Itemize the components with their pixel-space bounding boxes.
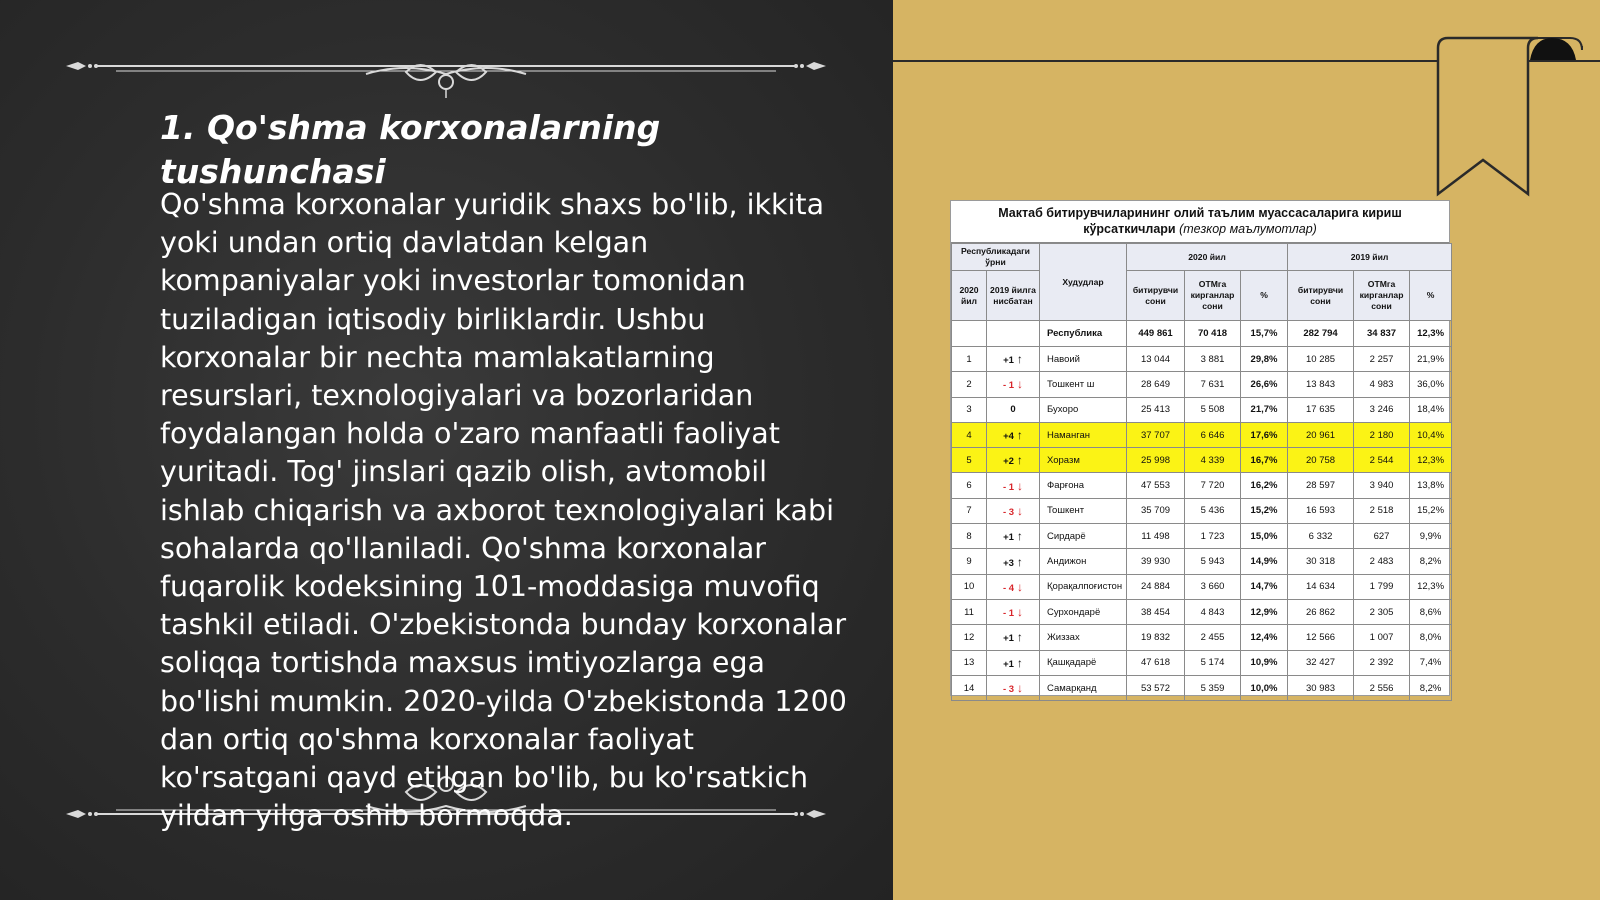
graduates-2019-cell: 10 285 <box>1288 347 1354 372</box>
change-cell <box>987 422 1040 447</box>
rank-cell: 12 <box>952 625 987 650</box>
change-value: - 1 <box>1002 380 1015 392</box>
header-percent-2019: % <box>1410 271 1452 321</box>
change-value: - 1 <box>1002 608 1015 620</box>
table-caption-title: Мактаб битирувчиларининг олий таълим муассасаларига кириш кўрсаткичлари <box>998 206 1402 236</box>
percent-2019-cell: 7,4% <box>1410 650 1452 675</box>
percent-2019-cell: 12,3% <box>1410 448 1452 473</box>
percent-2020-cell: 29,8% <box>1241 347 1288 372</box>
change-cell <box>987 372 1040 397</box>
admitted-2020-cell: 7 720 <box>1185 473 1241 498</box>
table-row <box>952 422 1452 447</box>
percent-2019-cell: 10,4% <box>1410 422 1452 447</box>
graduates-2020-cell: 25 998 <box>1127 448 1185 473</box>
rank-cell: 11 <box>952 599 987 624</box>
change-value: +2 <box>1003 456 1014 468</box>
arrow-down-icon: ↓ <box>1017 503 1024 518</box>
region-cell: Тошкент ш <box>1040 372 1127 397</box>
percent-2020-cell: 15,2% <box>1241 498 1288 523</box>
table-row <box>952 372 1452 397</box>
total-region: Республика <box>1040 321 1127 347</box>
graduates-2020-cell: 38 454 <box>1127 599 1185 624</box>
table-row <box>952 599 1452 624</box>
table-row <box>952 473 1452 498</box>
change-value: +4 <box>1003 431 1014 443</box>
change-cell <box>987 625 1040 650</box>
arrow-down-icon: ↓ <box>1017 605 1024 620</box>
rank-cell: 7 <box>952 498 987 523</box>
percent-2019-cell: 12,3% <box>1410 574 1452 599</box>
slide-body-text: Qo'shma korxonalar yuridik shaxs bo'lib, ikkita yoki undan ortiq davlatdan kelgan kompaniyalar yoki investorlar tomonidan tuziladigan iqtisodiy birliklardir. Ushbu korxonalar bir nechta mamlakatlarning resurslari, texnologiyalari va bozorlaridan foydalangan holda o'zaro manfaatli faoliyat yuritadi. Tog' jinslari qazib olish, avtomobil ishlab chiqarish va axborot texnologiyalari kabi sohalarda qo'llaniladi. Qo'shma korxonalar fuqarolik kodeksining 101-moddasiga muvofiq tashkil etiladi. O'zbekistonda bunday korxonalar soliqqa tortishda maxsus imtiyozlarga ega bo'lishi mumkin. 2020-yilda O'zbekistonda 1200 dan ortiq qo'shma korxonalar faoliyat ko'rsatgani qayd etilgan bo'lib, bu ko'rsatkich yildan yilga oshib bormoqda. <box>160 188 847 833</box>
change-cell <box>987 448 1040 473</box>
change-cell <box>987 473 1040 498</box>
percent-2019-cell: 8,2% <box>1410 549 1452 574</box>
region-cell: Бухоро <box>1040 397 1127 422</box>
region-cell: Наманган <box>1040 422 1127 447</box>
change-cell <box>987 675 1040 700</box>
change-cell <box>987 498 1040 523</box>
top-ornament-divider <box>66 38 826 98</box>
change-value: +3 <box>1003 557 1014 569</box>
percent-2020-cell: 16,2% <box>1241 473 1288 498</box>
admitted-2020-cell: 5 359 <box>1185 675 1241 700</box>
total-graduates-2020: 449 861 <box>1127 321 1185 347</box>
graduates-2020-cell: 19 832 <box>1127 625 1185 650</box>
region-cell: Қорақалпоғистон <box>1040 574 1127 599</box>
table-row <box>952 574 1452 599</box>
admitted-2019-cell: 2 180 <box>1354 422 1410 447</box>
rank-cell: 3 <box>952 397 987 422</box>
table-row-total <box>952 321 1452 347</box>
admitted-2020-cell: 5 508 <box>1185 397 1241 422</box>
percent-2019-cell: 21,9% <box>1410 347 1452 372</box>
admitted-2019-cell: 1 007 <box>1354 625 1410 650</box>
admitted-2019-cell: 2 305 <box>1354 599 1410 624</box>
percent-2020-cell: 10,9% <box>1241 650 1288 675</box>
graduates-2020-cell: 35 709 <box>1127 498 1185 523</box>
change-cell <box>987 347 1040 372</box>
graduates-2020-cell: 39 930 <box>1127 549 1185 574</box>
rank-cell: 13 <box>952 650 987 675</box>
admitted-2020-cell: 6 646 <box>1185 422 1241 447</box>
header-admitted-2019: ОТМга кирганлар сони <box>1354 271 1410 321</box>
change-value: - 1 <box>1002 481 1015 493</box>
total-percent-2019: 12,3% <box>1410 321 1452 347</box>
graduates-2019-cell: 30 318 <box>1288 549 1354 574</box>
total-admitted-2019: 34 837 <box>1354 321 1410 347</box>
change-cell <box>987 397 1040 422</box>
admitted-2019-cell: 627 <box>1354 524 1410 549</box>
table-caption <box>951 201 1449 243</box>
rank-cell: 10 <box>952 574 987 599</box>
graduates-2019-cell: 20 961 <box>1288 422 1354 447</box>
admitted-2019-cell: 1 799 <box>1354 574 1410 599</box>
arrow-up-icon: ↑ <box>1016 529 1023 544</box>
total-graduates-2019: 282 794 <box>1288 321 1354 347</box>
table-body <box>952 321 1452 701</box>
region-cell: Хоразм <box>1040 448 1127 473</box>
table-row <box>952 675 1452 700</box>
rank-cell: 4 <box>952 422 987 447</box>
percent-2020-cell: 12,4% <box>1241 625 1288 650</box>
admission-stats-table-card <box>950 200 1450 696</box>
graduates-2019-cell: 16 593 <box>1288 498 1354 523</box>
graduates-2020-cell: 24 884 <box>1127 574 1185 599</box>
graduates-2019-cell: 20 758 <box>1288 448 1354 473</box>
admitted-2020-cell: 5 174 <box>1185 650 1241 675</box>
percent-2020-cell: 14,9% <box>1241 549 1288 574</box>
header-group-2019: 2019 йил <box>1288 244 1452 271</box>
change-cell <box>987 650 1040 675</box>
percent-2019-cell: 8,2% <box>1410 675 1452 700</box>
arrow-up-icon: ↑ <box>1016 630 1023 645</box>
rank-cell: 14 <box>952 675 987 700</box>
table-row <box>952 448 1452 473</box>
change-cell <box>987 599 1040 624</box>
graduates-2020-cell: 47 553 <box>1127 473 1185 498</box>
change-cell <box>987 574 1040 599</box>
admitted-2019-cell: 2 483 <box>1354 549 1410 574</box>
change-value: - 4 <box>1002 582 1015 594</box>
rank-cell: 9 <box>952 549 987 574</box>
admitted-2020-cell: 3 881 <box>1185 347 1241 372</box>
admitted-2020-cell: 1 723 <box>1185 524 1241 549</box>
admitted-2020-cell: 4 339 <box>1185 448 1241 473</box>
percent-2020-cell: 17,6% <box>1241 422 1288 447</box>
percent-2020-cell: 16,7% <box>1241 448 1288 473</box>
percent-2019-cell: 13,8% <box>1410 473 1452 498</box>
table-caption-subtitle: (тезкор маълумотлар) <box>1179 222 1317 236</box>
total-percent-2020: 15,7% <box>1241 321 1288 347</box>
percent-2020-cell: 26,6% <box>1241 372 1288 397</box>
region-cell: Фарғона <box>1040 473 1127 498</box>
graduates-2020-cell: 28 649 <box>1127 372 1185 397</box>
graduates-2019-cell: 28 597 <box>1288 473 1354 498</box>
graduates-2020-cell: 25 413 <box>1127 397 1185 422</box>
header-graduates-2020: битирувчи сони <box>1127 271 1185 321</box>
graduates-2019-cell: 30 983 <box>1288 675 1354 700</box>
table-row <box>952 650 1452 675</box>
arrow-down-icon: ↓ <box>1017 579 1024 594</box>
percent-2020-cell: 10,0% <box>1241 675 1288 700</box>
admitted-2019-cell: 2 544 <box>1354 448 1410 473</box>
change-value: +1 <box>1003 633 1014 645</box>
percent-2019-cell: 15,2% <box>1410 498 1452 523</box>
table-row <box>952 524 1452 549</box>
bookmark-ribbon-icon <box>1430 34 1600 204</box>
admitted-2020-cell: 5 436 <box>1185 498 1241 523</box>
table-row <box>952 397 1452 422</box>
graduates-2019-cell: 6 332 <box>1288 524 1354 549</box>
admitted-2019-cell: 2 392 <box>1354 650 1410 675</box>
admitted-2020-cell: 2 455 <box>1185 625 1241 650</box>
percent-2020-cell: 14,7% <box>1241 574 1288 599</box>
arrow-up-icon: ↑ <box>1016 554 1023 569</box>
percent-2019-cell: 36,0% <box>1410 372 1452 397</box>
region-cell: Сирдарё <box>1040 524 1127 549</box>
header-place: Республикадаги ўрни <box>952 244 1040 271</box>
change-value: - 3 <box>1002 506 1015 518</box>
header-percent-2020: % <box>1241 271 1288 321</box>
region-cell: Тошкент <box>1040 498 1127 523</box>
arrow-up-icon: ↑ <box>1016 352 1023 367</box>
percent-2020-cell: 12,9% <box>1241 599 1288 624</box>
admitted-2019-cell: 2 518 <box>1354 498 1410 523</box>
admitted-2019-cell: 3 246 <box>1354 397 1410 422</box>
percent-2019-cell: 8,0% <box>1410 625 1452 650</box>
arrow-up-icon: ↑ <box>1016 453 1023 468</box>
percent-2020-cell: 21,7% <box>1241 397 1288 422</box>
change-cell <box>987 549 1040 574</box>
admitted-2019-cell: 3 940 <box>1354 473 1410 498</box>
change-value: - 3 <box>1002 684 1015 695</box>
change-value: +1 <box>1003 532 1014 544</box>
admitted-2019-cell: 2 556 <box>1354 675 1410 700</box>
admitted-2020-cell: 4 843 <box>1185 599 1241 624</box>
header-admitted-2020: ОТМга кирганлар сони <box>1185 271 1241 321</box>
percent-2020-cell: 15,0% <box>1241 524 1288 549</box>
rank-cell: 8 <box>952 524 987 549</box>
table-row <box>952 498 1452 523</box>
graduates-2020-cell: 53 572 <box>1127 675 1185 700</box>
percent-2019-cell: 8,6% <box>1410 599 1452 624</box>
graduates-2020-cell: 13 044 <box>1127 347 1185 372</box>
rank-cell: 1 <box>952 347 987 372</box>
region-cell: Қашқадарё <box>1040 650 1127 675</box>
region-cell: Навоий <box>1040 347 1127 372</box>
admitted-2020-cell: 3 660 <box>1185 574 1241 599</box>
change-value: +1 <box>1003 658 1014 670</box>
rank-cell: 6 <box>952 473 987 498</box>
change-cell <box>987 524 1040 549</box>
arrow-down-icon: ↓ <box>1017 377 1024 392</box>
header-year-2020: 2020 йил <box>952 271 987 321</box>
graduates-2019-cell: 32 427 <box>1288 650 1354 675</box>
graduates-2019-cell: 13 843 <box>1288 372 1354 397</box>
region-cell: Жиззах <box>1040 625 1127 650</box>
rank-cell: 5 <box>952 448 987 473</box>
region-cell: Андижон <box>1040 549 1127 574</box>
header-group-2020: 2020 йил <box>1127 244 1288 271</box>
graduates-2019-cell: 14 634 <box>1288 574 1354 599</box>
graduates-2020-cell: 11 498 <box>1127 524 1185 549</box>
table-row <box>952 347 1452 372</box>
region-cell: Сурхондарё <box>1040 599 1127 624</box>
header-vs-2019: 2019 йилга нисбатан <box>987 271 1040 321</box>
change-value: 0 <box>1010 404 1016 416</box>
change-value: +1 <box>1003 355 1014 367</box>
admitted-2020-cell: 7 631 <box>1185 372 1241 397</box>
arrow-up-icon: ↑ <box>1016 655 1023 670</box>
total-admitted-2020: 70 418 <box>1185 321 1241 347</box>
graduates-2019-cell: 17 635 <box>1288 397 1354 422</box>
percent-2019-cell: 9,9% <box>1410 524 1452 549</box>
table-row <box>952 549 1452 574</box>
arrow-down-icon: ↓ <box>1017 478 1024 493</box>
arrow-up-icon: ↑ <box>1016 428 1023 443</box>
rank-cell: 2 <box>952 372 987 397</box>
table-row <box>952 625 1452 650</box>
arrow-down-icon: ↓ <box>1017 681 1024 695</box>
graduates-2020-cell: 47 618 <box>1127 650 1185 675</box>
admitted-2019-cell: 4 983 <box>1354 372 1410 397</box>
graduates-2019-cell: 26 862 <box>1288 599 1354 624</box>
admitted-2020-cell: 5 943 <box>1185 549 1241 574</box>
header-regions: Худудлар <box>1040 244 1127 321</box>
admission-stats-table <box>951 243 1452 701</box>
graduates-2020-cell: 37 707 <box>1127 422 1185 447</box>
slide-title: 1. Qo'shma korxonalarning tushunchasi <box>160 108 661 191</box>
percent-2019-cell: 18,4% <box>1410 397 1452 422</box>
header-graduates-2019: битирувчи сони <box>1288 271 1354 321</box>
admitted-2019-cell: 2 257 <box>1354 347 1410 372</box>
graduates-2019-cell: 12 566 <box>1288 625 1354 650</box>
region-cell: Самарқанд <box>1040 675 1127 700</box>
